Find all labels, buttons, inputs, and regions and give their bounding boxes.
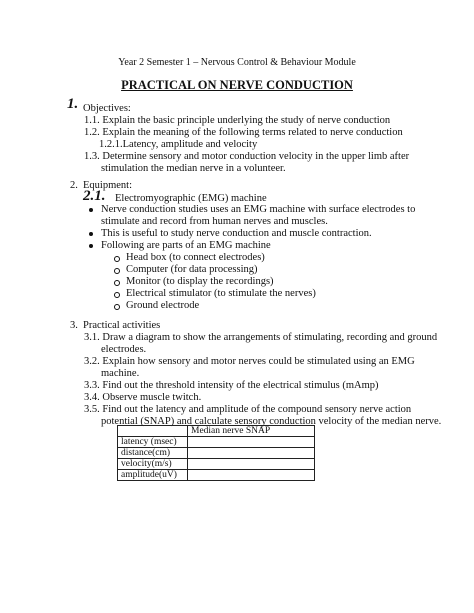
table-row-label: amplitude(uV) (118, 470, 188, 481)
table-header-row (118, 426, 315, 437)
circle-bullet-icon (114, 268, 120, 274)
module-header: Year 2 Semester 1 – Nervous Control & Behaviour Module (118, 57, 356, 68)
objective-1-2-1: 1.2.1.Latency, amplitude and velocity (99, 139, 258, 150)
table-row-label: velocity(m/s) (118, 459, 188, 470)
part-monitor: Monitor (to display the recordings) (126, 276, 274, 287)
part-computer: Computer (for data processing) (126, 264, 258, 275)
activity-3-3: 3.3. Find out the threshold intensity of the electrical stimulus (mAmp) (84, 380, 379, 391)
table-row-label: distance(cm) (118, 448, 188, 459)
section-3-heading: Practical activities (83, 320, 161, 331)
objective-1-1: 1.1. Explain the basic principle underlying the study of nerve conduction (84, 115, 391, 126)
bullet-icon (89, 232, 93, 236)
bullet-1-line-1: Nerve conduction studies uses an EMG machine with surface electrodes to (101, 204, 416, 215)
objective-1-3: 1.3. Determine sensory and motor conduction velocity in the upper limb after (84, 151, 410, 162)
objective-1-3-cont: stimulation the median nerve in a volunteer. (101, 163, 286, 174)
table-cell (188, 459, 315, 470)
activity-3-1-cont: electrodes. (101, 344, 147, 355)
table-header-cell: Median nerve SNAP (188, 426, 315, 437)
bullet-icon (89, 244, 93, 248)
bullet-icon (89, 208, 93, 212)
table-header-cell (118, 426, 188, 437)
activity-3-2-cont: machine. (101, 368, 140, 379)
table-row-label: latency (msec) (118, 437, 188, 448)
table-cell (188, 437, 315, 448)
table-row (118, 448, 315, 459)
activity-3-5-cont: potential (SNAP) and calculate sensory conduction velocity of the median nerve. (101, 416, 442, 427)
circle-bullet-icon (114, 280, 120, 286)
circle-bullet-icon (114, 292, 120, 298)
section-2-number: 2. (70, 180, 78, 191)
subsection-2-1-text: Electromyographic (EMG) machine (115, 193, 267, 204)
section-2-heading: Equipment: (83, 180, 132, 191)
table-cell (188, 448, 315, 459)
table-row (118, 470, 315, 481)
bullet-2: This is useful to study nerve conduction and muscle contraction. (101, 228, 372, 239)
part-head-box: Head box (to connect electrodes) (126, 252, 265, 263)
section-3-number: 3. (70, 320, 78, 331)
table-cell (188, 470, 315, 481)
circle-bullet-icon (114, 304, 120, 310)
subsection-2-1-number: 2.1. (83, 188, 106, 204)
activity-3-5: 3.5. Find out the latency and amplitude of the compound sensory nerve action (84, 404, 412, 415)
activity-3-1: 3.1. Draw a diagram to show the arrangements of stimulating, recording and ground (84, 332, 438, 343)
bullet-3: Following are parts of an EMG machine (101, 240, 271, 251)
snap-results-table (117, 425, 315, 481)
part-ground-electrode: Ground electrode (126, 300, 200, 311)
circle-bullet-icon (114, 256, 120, 262)
page-title: PRACTICAL ON NERVE CONDUCTION (121, 78, 353, 92)
objective-1-2: 1.2. Explain the meaning of the following terms related to nerve conduction (84, 127, 403, 138)
activity-3-4: 3.4. Observe muscle twitch. (84, 392, 202, 403)
part-stimulator: Electrical stimulator (to stimulate the nerves) (126, 288, 316, 299)
bullet-1-line-2: stimulate and record from human nerves and muscles. (101, 216, 328, 227)
activity-3-2: 3.2. Explain how sensory and motor nerves could be stimulated using an EMG (84, 356, 415, 367)
table-row (118, 437, 315, 448)
section-1-heading: Objectives: (83, 103, 131, 114)
section-1-number: 1. (67, 96, 79, 112)
table-row (118, 459, 315, 470)
